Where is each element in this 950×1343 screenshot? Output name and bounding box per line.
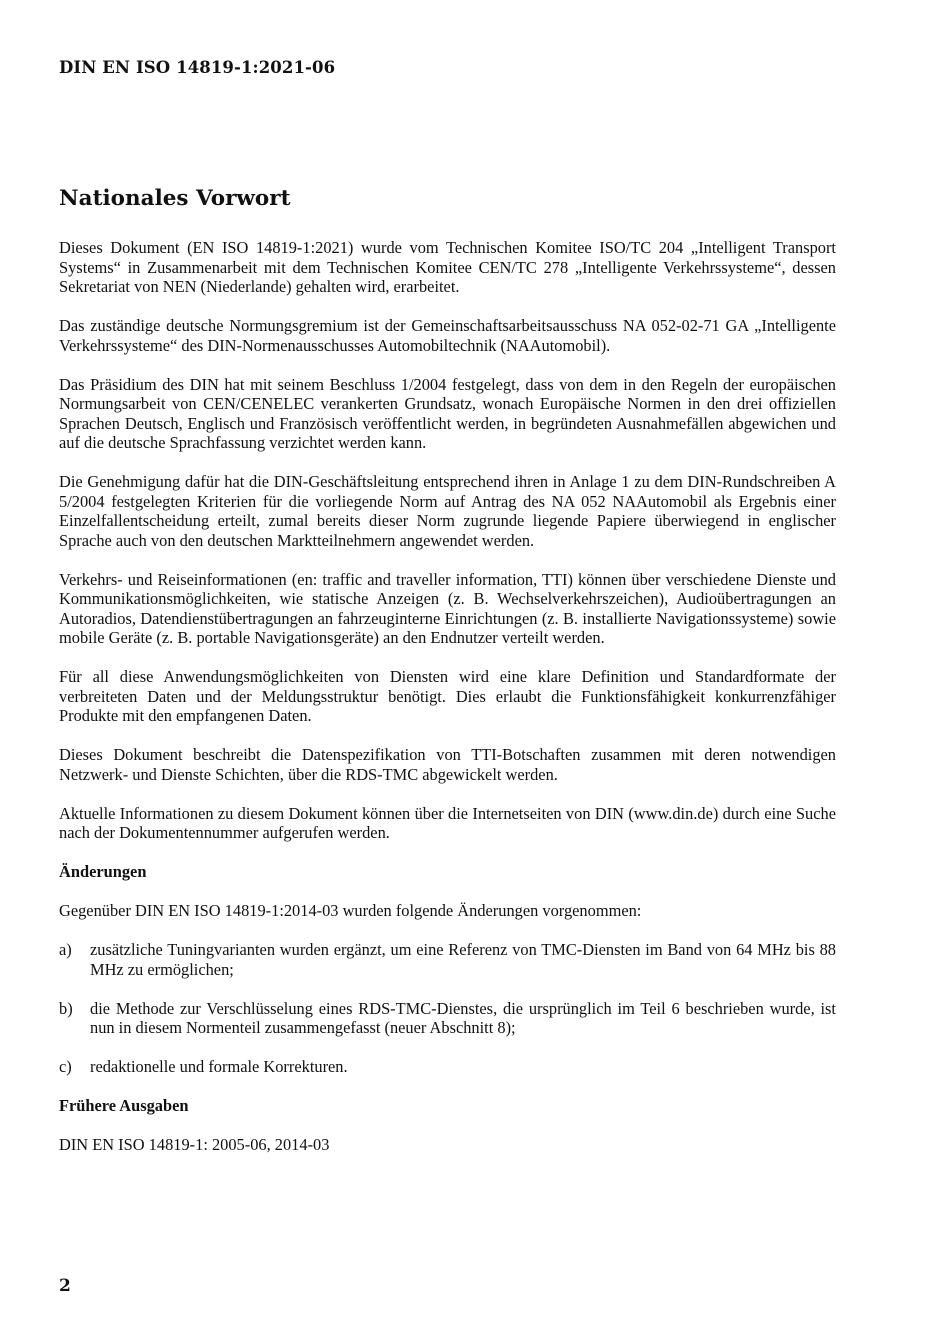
list-marker: b) [59, 998, 73, 1018]
paragraph-applications: Für all diese Anwendungsmöglichkeiten von Diensten wird eine klare Definition und Standardformate der verbreiteten Daten und der Meldungsstruktur benötigt. Dies erlaubt die Funktionsfähigkeit konkurrenzfähiger Produkte mit den empfangenen Daten. [59, 667, 836, 725]
section-title: Nationales Vorwort [59, 186, 291, 211]
list-text: zusätzliche Tuningvarianten wurden ergänzt, um eine Referenz von TMC-Diensten im Band von 64 MHz bis 88 MHz zu ermöglichen; [90, 940, 836, 979]
paragraph-information: Aktuelle Informationen zu diesem Dokument können über die Internetseiten von DIN (www.din.de) durch eine Suche nach der Dokumentennummer aufgerufen werden. [59, 803, 836, 842]
list-marker: a) [59, 940, 72, 959]
paragraph-scope: Dieses Dokument beschreibt die Datenspezifikation von TTI-Botschaften zusammen mit deren notwendigen Netzwerk- und Dienste Schichten, über die RDS-TMC abgewickelt werden. [59, 745, 836, 784]
list-item [59, 940, 836, 979]
changes-intro: Gegenüber DIN EN ISO 14819-1:2014-03 wurden folgende Änderungen vorgenommen: [59, 901, 642, 920]
document-body [59, 238, 836, 1174]
list-marker: c) [59, 1057, 72, 1076]
paragraph-committee: Dieses Dokument (EN ISO 14819-1:2021) wurde vom Technischen Komitee ISO/TC 204 „Intelligent Transport Systems“ in Zusammenarbeit mit dem Technischen Komitee CEN/TC 278 „Intelligente Verkehrssysteme“, dessen Sekretariat von NEN (Niederlande) gehalten wird, erarbeitet. [59, 238, 836, 296]
document-header: DIN EN ISO 14819-1:2021-06 [59, 58, 336, 77]
list-text: redaktionelle und formale Korrekturen. [90, 1057, 348, 1076]
paragraph-presidium: Das Präsidium des DIN hat mit seinem Beschluss 1/2004 festgelegt, dass von dem in den Regeln der europäischen Normungsarbeit von CEN/CENELEC verankerten Grundsatz, wonach Europäische Normen in den drei offiziellen Sprachen Deutsch, Englisch und Französisch veröffentlicht werden, in begründeten Ausnahmefällen abgewichen und auf die deutsche Sprachfassung verzichtet werden kann. [59, 374, 836, 452]
earlier-editions-heading: Frühere Ausgaben [59, 1096, 189, 1115]
earlier-editions-text: DIN EN ISO 14819-1: 2005-06, 2014-03 [59, 1135, 330, 1154]
page-number: 2 [59, 1276, 71, 1296]
list-item [59, 999, 836, 1038]
paragraph-standards-body: Das zuständige deutsche Normungsgremium ist der Gemeinschaftsarbeitsausschuss NA 052-02-71 GA „Intelligente Verkehrssysteme“ des DIN-Normenausschusses Automobiltechnik (NAAutomobil). [59, 316, 836, 355]
list-item [59, 1057, 836, 1077]
list-text: die Methode zur Verschlüsselung eines RDS-TMC-Dienstes, die ursprünglich im Teil 6 beschrieben wurde, ist nun in diesem Normenteil zusammengefasst (neuer Abschnitt 8); [90, 998, 836, 1037]
paragraph-tti: Verkehrs- und Reiseinformationen (en: traffic and traveller information, TTI) können über verschiedene Dienste und Kommunikationsmöglichkeiten, wie statische Anzeigen (z. B. Wechselverkehrszeichen), Audioübertragungen an Autoradios, Datendienstübertragungen an fahrzeuginterne Einrichtungen (z. B. installierte Navigationssysteme) sowie mobile Geräte (z. B. portable Navigationsgeräte) an den Endnutzer verteilt werden. [59, 569, 836, 647]
changes-heading: Änderungen [59, 862, 147, 881]
paragraph-approval: Die Genehmigung dafür hat die DIN-Geschäftsleitung entsprechend ihren in Anlage 1 zu dem DIN-Rundschreiben A 5/2004 festgelegten Kriterien für die vorliegende Norm auf Antrag des NA 052 NAAutomobil als Ergebnis einer Einzelfallentscheidung erteilt, zumal bereits dieser Norm zugrunde liegende Papiere überwiegend in englischer Sprache auch von den deutschen Marktteilnehmern angewendet werden. [59, 472, 836, 550]
